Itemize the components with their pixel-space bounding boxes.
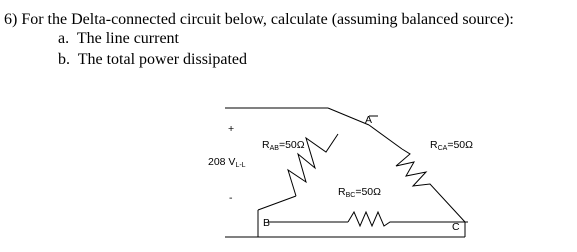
minus-sign: - [229,192,233,204]
r-bc-label [338,186,381,202]
r-ca-main: R [430,139,438,151]
r-ab-value: =50Ω [278,139,305,151]
r-ca-sub: CA [437,145,448,152]
wire-a-to-rca [369,125,402,149]
item-text-a: The line current [76,30,179,47]
r-bc-value: =50Ω [355,186,381,198]
item-text-b: The total power dissipated [77,51,248,68]
resistor-bc [348,212,468,226]
item-letter-a: a. [58,30,70,47]
question-text: For the Delta-connected circuit below, calculate (assuming balanced source): [21,11,514,28]
item-letter-b: b. [58,51,70,68]
node-c-label: C [452,221,460,233]
r-ab-label [262,139,305,155]
wire-a-to-rab [328,108,369,125]
wire-rab-to-b [258,196,296,210]
node-b-label: B [263,217,271,229]
source-voltage-sub: L-L [235,162,246,169]
node-a-label: A [365,114,373,126]
r-ca-value: =50Ω [447,139,473,151]
resistor-ca [396,149,465,222]
question-number: 6) [4,11,18,28]
source-voltage-value: 208 V [208,156,236,168]
plus-sign: + [228,123,235,135]
r-ab-main: R [262,139,270,151]
r-ca-label [430,139,473,155]
r-ab-sub: AB [269,145,279,152]
r-bc-main: R [338,186,346,198]
source-voltage-label [208,156,246,172]
r-bc-sub: BC [345,192,356,199]
